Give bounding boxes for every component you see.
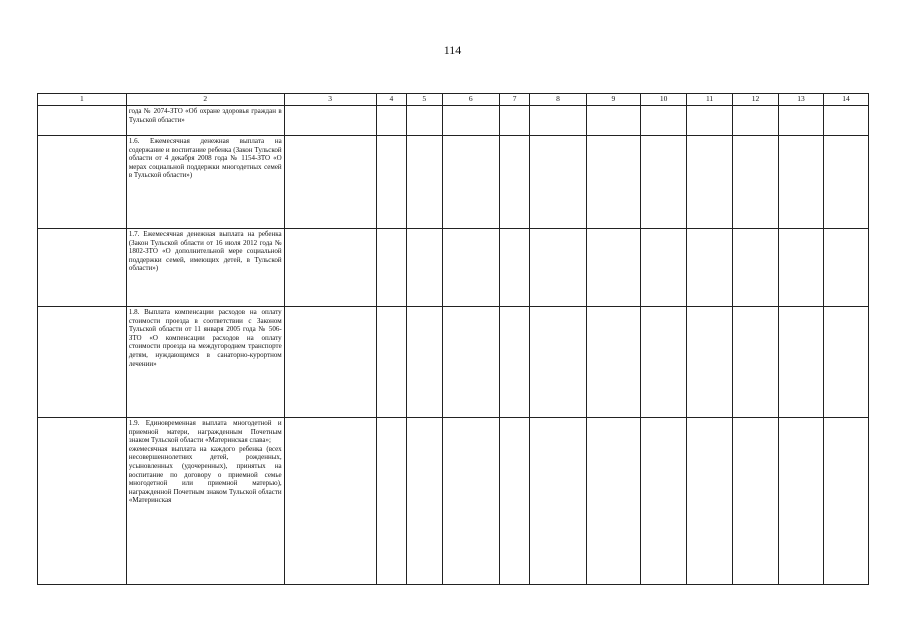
table-cell (779, 106, 824, 136)
table-cell (586, 136, 640, 229)
table-cell (641, 106, 687, 136)
table-cell (687, 418, 733, 585)
col-header: 9 (586, 94, 640, 106)
table-cell (442, 106, 499, 136)
col-header: 1 (38, 94, 127, 106)
row-description: 1.8. Выплата компенсации расходов на оплату стоимости проезда в соответствии с Законом Тульской области от 11 января 2005 года № 506-ЗТО «О компенсации расходов на оплату стоимости проезда на междугороднем транспорте детям, нуждающимся в санаторно-курортном лечении» (128, 308, 284, 368)
table-cell (376, 229, 406, 307)
table-cell (442, 307, 499, 418)
table-cell (586, 418, 640, 585)
row-description: 1.7. Ежемесячная денежная выплата на ребенка (Закон Тульской области от 16 июля 2012 года № 1802-ЗТО «О дополнительной мере социальной поддержки семей, имеющих детей, в Тульской области») (128, 230, 284, 273)
data-table (37, 93, 869, 585)
table-cell (38, 106, 127, 136)
row-description: 1.9. Единовременная выплата многодетной и приемной матери, награжденным Почетным знаком Тульской области «Материнская слава»; ежемесячная выплата на каждого ребенка (всех несовершеннолетних детей, рожденных, усыновленных (удочеренных), принятых на воспитание по договору о приемной семье многодетной или приемной матерью), награжденной Почетным знаком Тульской области «Материнская (128, 419, 282, 505)
table-cell (284, 307, 376, 418)
table-cell (823, 106, 868, 136)
row-description: 1.6. Ежемесячная денежная выплата на содержание и воспитание ребенка (Закон Тульской области от 4 декабря 2008 года № 1154-ЗТО «О мерах социальной поддержки многодетных семей в Тульской области») (128, 137, 284, 180)
table-cell (733, 229, 779, 307)
col-header: 13 (779, 94, 824, 106)
table-cell (530, 229, 586, 307)
table-cell (733, 136, 779, 229)
table-row (38, 418, 869, 585)
table-cell (126, 418, 284, 585)
table-cell (38, 307, 127, 418)
table-cell (376, 307, 406, 418)
table-cell (641, 307, 687, 418)
table-row (38, 229, 869, 307)
table-cell (823, 136, 868, 229)
table-cell (126, 229, 284, 307)
table-cell (779, 307, 824, 418)
table-cell (499, 307, 529, 418)
table-cell (641, 136, 687, 229)
table-row (38, 136, 869, 229)
table-cell (38, 229, 127, 307)
table-row (38, 106, 869, 136)
col-header: 14 (823, 94, 868, 106)
table-cell (530, 307, 586, 418)
table-cell (284, 229, 376, 307)
table-cell (126, 307, 284, 418)
header-row (38, 94, 869, 106)
table-cell (823, 229, 868, 307)
table-cell (499, 229, 529, 307)
table-cell (641, 229, 687, 307)
table-cell (442, 229, 499, 307)
table-cell (376, 418, 406, 585)
table-cell (779, 229, 824, 307)
col-header: 10 (641, 94, 687, 106)
table-row (38, 307, 869, 418)
table-cell (586, 307, 640, 418)
table-cell (687, 229, 733, 307)
table-cell (687, 106, 733, 136)
table-cell (38, 418, 127, 585)
col-header: 3 (284, 94, 376, 106)
col-header: 4 (376, 94, 406, 106)
col-header: 5 (406, 94, 442, 106)
table-cell (284, 136, 376, 229)
col-header: 8 (530, 94, 586, 106)
table-cell (406, 307, 442, 418)
table-cell (687, 307, 733, 418)
page-number: 114 (443, 43, 462, 57)
table-cell (733, 418, 779, 585)
table-cell (586, 106, 640, 136)
table-cell (284, 106, 376, 136)
table-cell (126, 106, 284, 136)
table-cell (406, 229, 442, 307)
table-cell (442, 418, 499, 585)
table-cell (284, 418, 376, 585)
col-header: 7 (499, 94, 529, 106)
table-cell (823, 307, 868, 418)
table-cell (823, 418, 868, 585)
row-description: года № 2074-ЗТО «Об охране здоровья граждан в Тульской области» (128, 107, 284, 124)
col-header: 11 (687, 94, 733, 106)
table-cell (406, 418, 442, 585)
table-cell (406, 136, 442, 229)
table-cell (733, 307, 779, 418)
table-cell (499, 136, 529, 229)
table-cell (779, 418, 824, 585)
table-cell (126, 136, 284, 229)
table-cell (38, 136, 127, 229)
table-cell (499, 106, 529, 136)
table-cell (530, 418, 586, 585)
table-cell (779, 136, 824, 229)
table-cell (586, 229, 640, 307)
table-cell (641, 418, 687, 585)
col-header: 12 (733, 94, 779, 106)
table-cell (530, 136, 586, 229)
table-cell (376, 106, 406, 136)
col-header: 6 (442, 94, 499, 106)
table-cell (376, 136, 406, 229)
table-cell (687, 136, 733, 229)
table-cell (406, 106, 442, 136)
table-cell (530, 106, 586, 136)
table-cell (499, 418, 529, 585)
table-cell (442, 136, 499, 229)
col-header: 2 (126, 94, 284, 106)
table-cell (733, 106, 779, 136)
